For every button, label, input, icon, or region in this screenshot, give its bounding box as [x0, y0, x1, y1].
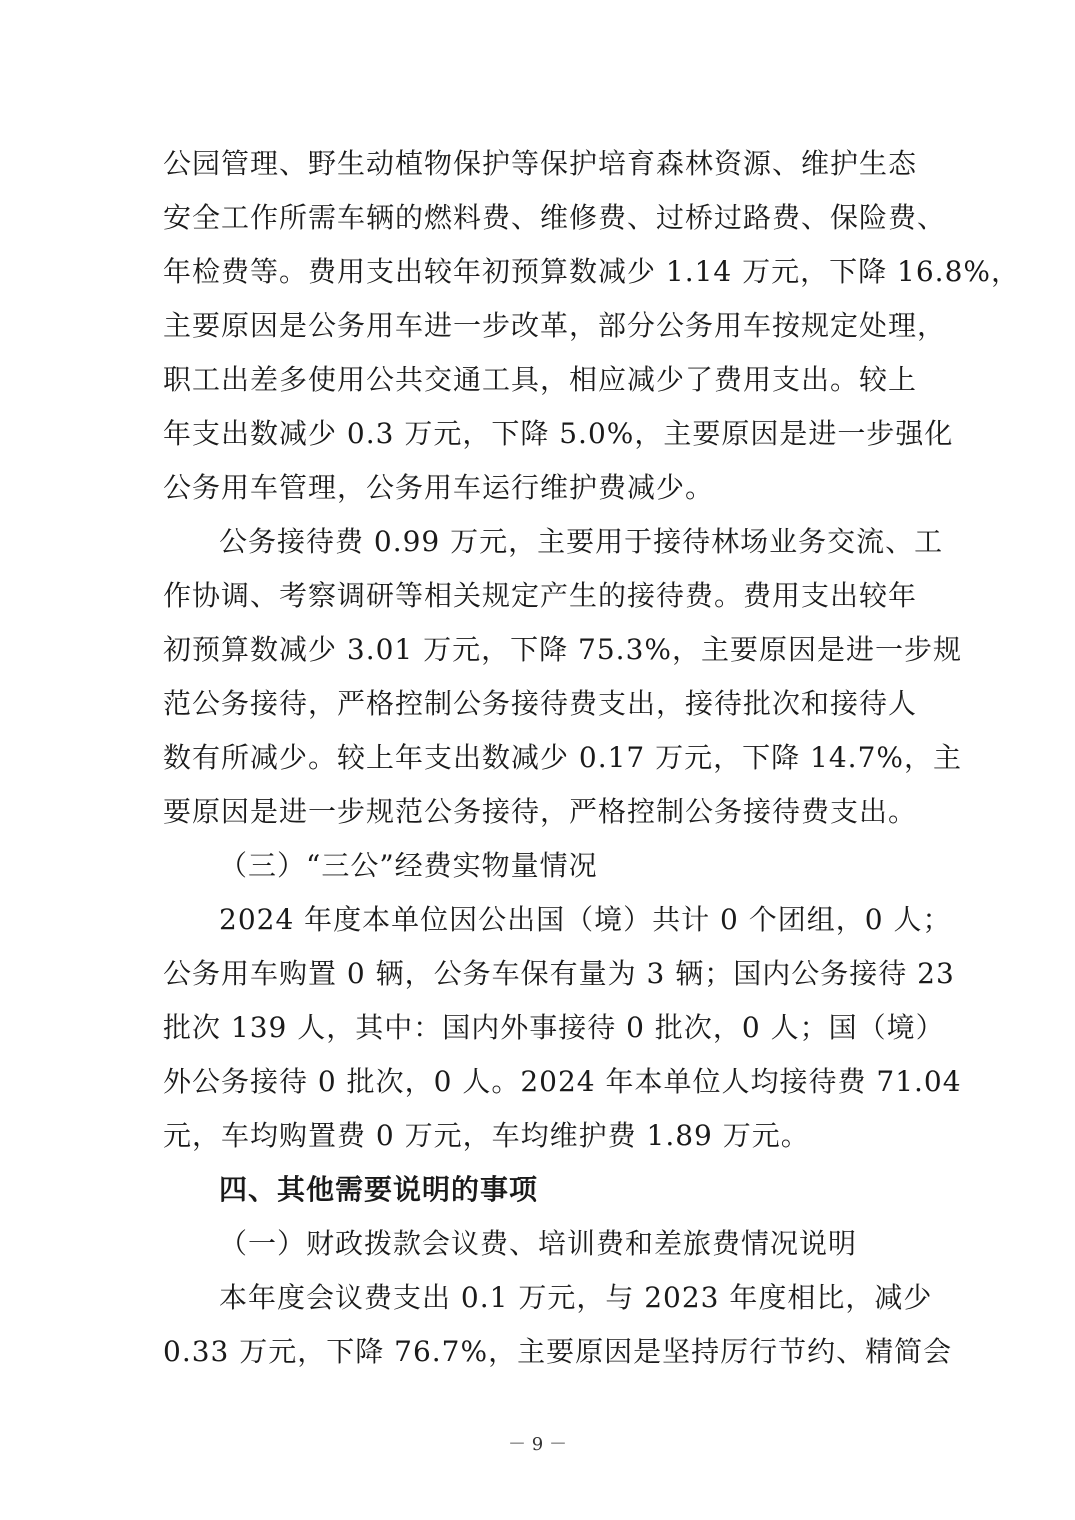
paragraph-line: 公务接待费 0.99 万元，主要用于接待林场业务交流、工	[219, 525, 944, 558]
paragraph-line: 公园管理、野生动植物保护等保护培育森林资源、维护生态	[163, 147, 918, 180]
paragraph-line: 数有所减少。较上年支出数减少 0.17 万元，下降 14.7%，主	[163, 741, 962, 774]
section-subheading: （三）“三公”经费实物量情况	[219, 849, 598, 882]
body-text	[163, 137, 1020, 1379]
paragraph-line: 范公务接待，严格控制公务接待费支出，接待批次和接待人	[163, 687, 918, 720]
paragraph-line: 0.33 万元，下降 76.7%，主要原因是坚持厉行节约、精简会	[163, 1335, 953, 1368]
paragraph-line: 作协调、考察调研等相关规定产生的接待费。费用支出较年	[163, 579, 918, 612]
paragraph-line: 公务用车购置 0 辆，公务车保有量为 3 辆；国内公务接待 23	[163, 957, 955, 990]
paragraph-line: 批次 139 人，其中：国内外事接待 0 批次，0 人；国（境）	[163, 1011, 945, 1044]
section-heading: 四、其他需要说明的事项	[219, 1173, 539, 1206]
paragraph-line: 外公务接待 0 批次，0 人。2024 年本单位人均接待费 71.04	[163, 1065, 962, 1098]
paragraph-line: 初预算数减少 3.01 万元，下降 75.3%，主要原因是进一步规	[163, 633, 962, 666]
page-number: － 9 －	[508, 1434, 567, 1455]
paragraph-line: 2024 年度本单位因公出国（境）共计 0 个团组，0 人；	[219, 903, 952, 936]
paragraph-line: 公务用车管理，公务用车运行维护费减少。	[163, 471, 715, 504]
paragraph-line: 年检费等。费用支出较年初预算数减少 1.14 万元，下降 16.8%，	[163, 255, 1020, 288]
paragraph-line: 要原因是进一步规范公务接待，严格控制公务接待费支出。	[163, 795, 918, 828]
paragraph-line: 主要原因是公务用车进一步改革，部分公务用车按规定处理，	[163, 309, 947, 342]
paragraph-line: 安全工作所需车辆的燃料费、维修费、过桥过路费、保险费、	[163, 201, 947, 234]
paragraph-line: 本年度会议费支出 0.1 万元，与 2023 年度相比，减少	[219, 1281, 933, 1314]
paragraph-line: 元，车均购置费 0 万元，车均维护费 1.89 万元。	[163, 1119, 810, 1152]
paragraph-line: 职工出差多使用公共交通工具，相应减少了费用支出。较上	[163, 363, 918, 396]
paragraph-line: 年支出数减少 0.3 万元，下降 5.0%，主要原因是进一步强化	[163, 417, 954, 450]
section-subheading: （一）财政拨款会议费、培训费和差旅费情况说明	[219, 1227, 858, 1260]
